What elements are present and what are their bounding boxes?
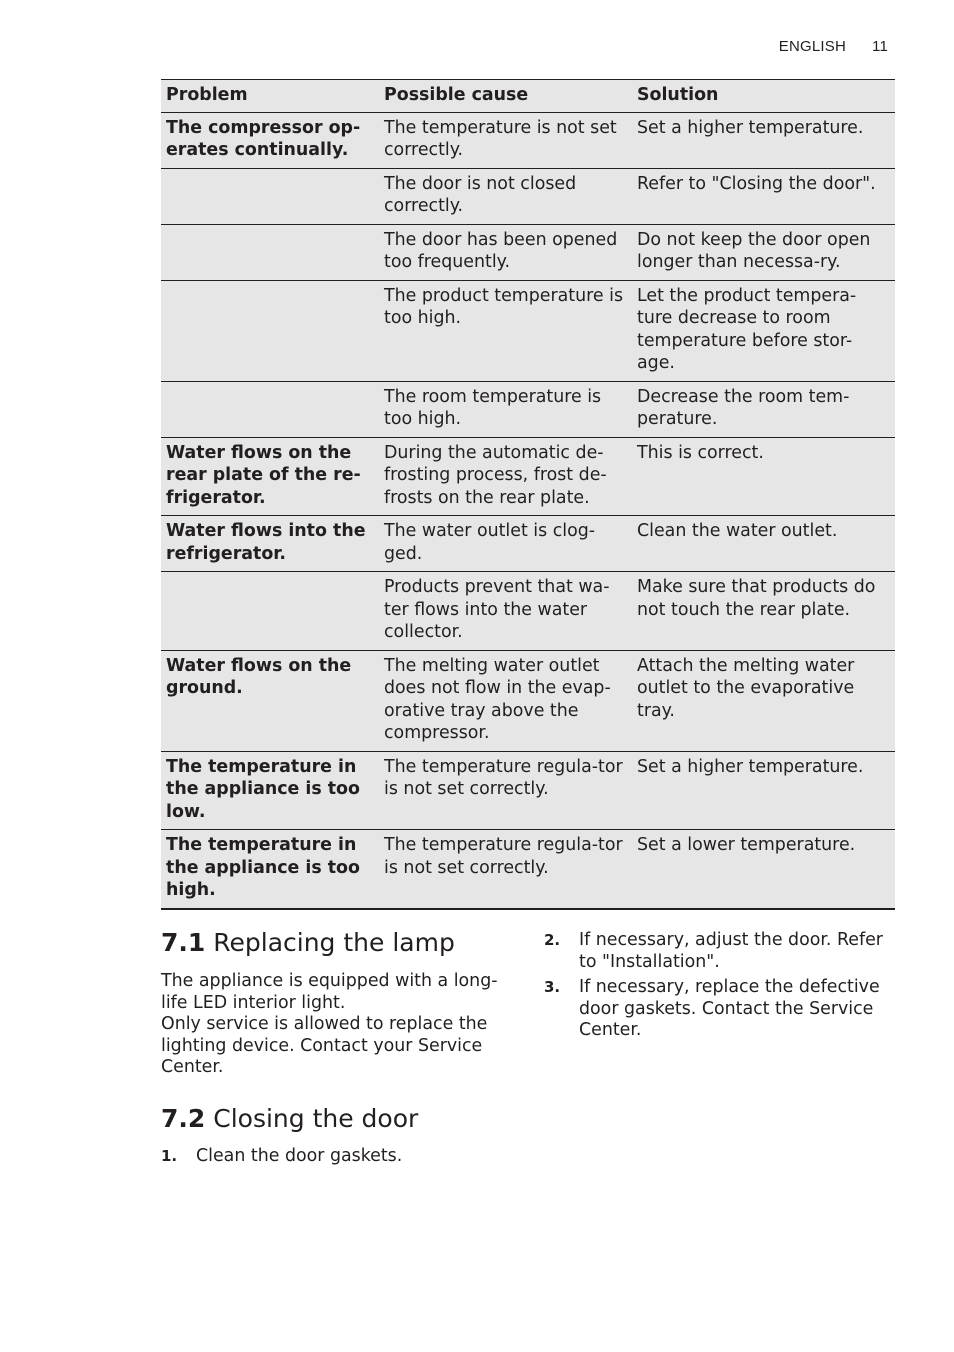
- problem-cell: The temperature in the appliance is too low.: [161, 751, 379, 830]
- problem-cell: Water flows on the rear plate of the re-frigerator.: [161, 437, 379, 516]
- step-number: 2.: [544, 931, 561, 949]
- solution-cell: Do not keep the door open longer than necessa-ry.: [632, 224, 895, 280]
- problem-cell: Water flows on the ground.: [161, 650, 379, 751]
- lamp-text-1: The appliance is equipped with a long-life LED interior light.: [161, 971, 498, 1013]
- solution-cell: Clean the water outlet.: [632, 516, 895, 572]
- page-number: 11: [872, 38, 888, 55]
- step-text: Clean the door gaskets.: [196, 1145, 403, 1166]
- cause-cell: The temperature regula-tor is not set correctly.: [379, 830, 632, 909]
- solution-cell: Make sure that products do not touch the rear plate.: [632, 572, 895, 651]
- section-number: 7.1: [161, 928, 206, 957]
- problem-cell: Water flows into the refrigerator.: [161, 516, 379, 572]
- lamp-paragraph: [161, 971, 511, 1079]
- table-row: [161, 168, 895, 224]
- solution-cell: Attach the melting water outlet to the evaporative tray.: [632, 650, 895, 751]
- solution-cell: Set a higher temperature.: [632, 751, 895, 830]
- cause-cell: The product temperature is too high.: [379, 280, 632, 381]
- cause-cell: Products prevent that wa-ter flows into the water collector.: [379, 572, 632, 651]
- table-row: [161, 381, 895, 437]
- solution-cell: Set a lower temperature.: [632, 830, 895, 909]
- step-item: [161, 1146, 511, 1168]
- problem-cell: [161, 572, 379, 651]
- right-column: [544, 930, 894, 1042]
- table-row: [161, 112, 895, 168]
- table-row: [161, 830, 895, 909]
- column-header-cause: Possible cause: [379, 80, 632, 113]
- step-number: 1.: [161, 1146, 178, 1165]
- step-number: 3.: [544, 978, 561, 996]
- column-header-problem: Problem: [161, 80, 379, 113]
- solution-cell: Decrease the room tem-perature.: [632, 381, 895, 437]
- step-text: If necessary, replace the defective door gaskets. Contact the Service Center.: [579, 977, 880, 1040]
- section-title: Replacing the lamp: [213, 928, 455, 957]
- cause-cell: The temperature regula-tor is not set correctly.: [379, 751, 632, 830]
- problem-cell: [161, 381, 379, 437]
- cause-cell: The temperature is not set correctly.: [379, 112, 632, 168]
- section-number: 7.2: [161, 1103, 206, 1133]
- troubleshooting-table: [161, 79, 895, 910]
- cause-cell: The melting water outlet does not flow in the evap-orative tray above the compressor.: [379, 650, 632, 751]
- section-title: Closing the door: [213, 1103, 419, 1133]
- step-item: [544, 977, 894, 1042]
- page-header: [779, 38, 888, 55]
- problem-cell: The compressor op-erates continually.: [161, 112, 379, 168]
- section-heading-closing-door: [161, 1104, 511, 1134]
- solution-cell: Set a higher temperature.: [632, 112, 895, 168]
- problem-cell: [161, 224, 379, 280]
- table-row: [161, 650, 895, 751]
- problem-cell: The temperature in the appliance is too high.: [161, 830, 379, 909]
- language-label: ENGLISH: [778, 38, 847, 55]
- solution-cell: This is correct.: [632, 437, 895, 516]
- table-row: [161, 224, 895, 280]
- cause-cell: The room temperature is too high.: [379, 381, 632, 437]
- table-row: [161, 572, 895, 651]
- cause-cell: The door has been opened too frequently.: [379, 224, 632, 280]
- table-header-row: [161, 80, 895, 113]
- lamp-text-2: Only service is allowed to replace the lighting device. Contact your Service Center.: [161, 1014, 488, 1077]
- table-row: [161, 280, 895, 381]
- left-column: [161, 928, 511, 1167]
- step-item: [544, 930, 894, 973]
- solution-cell: Refer to "Closing the door".: [632, 168, 895, 224]
- column-header-solution: Solution: [632, 80, 895, 113]
- cause-cell: During the automatic de-frosting process, frost de-frosts on the rear plate.: [379, 437, 632, 516]
- table-row: [161, 437, 895, 516]
- table-row: [161, 751, 895, 830]
- solution-cell: Let the product tempera-ture decrease to room temperature before stor-age.: [632, 280, 895, 381]
- section-heading-replacing-lamp: [161, 928, 511, 958]
- cause-cell: The door is not closed correctly.: [379, 168, 632, 224]
- step-text: If necessary, adjust the door. Refer to "Installation".: [579, 930, 883, 972]
- problem-cell: [161, 168, 379, 224]
- problem-cell: [161, 280, 379, 381]
- table-row: [161, 516, 895, 572]
- cause-cell: The water outlet is clog-ged.: [379, 516, 632, 572]
